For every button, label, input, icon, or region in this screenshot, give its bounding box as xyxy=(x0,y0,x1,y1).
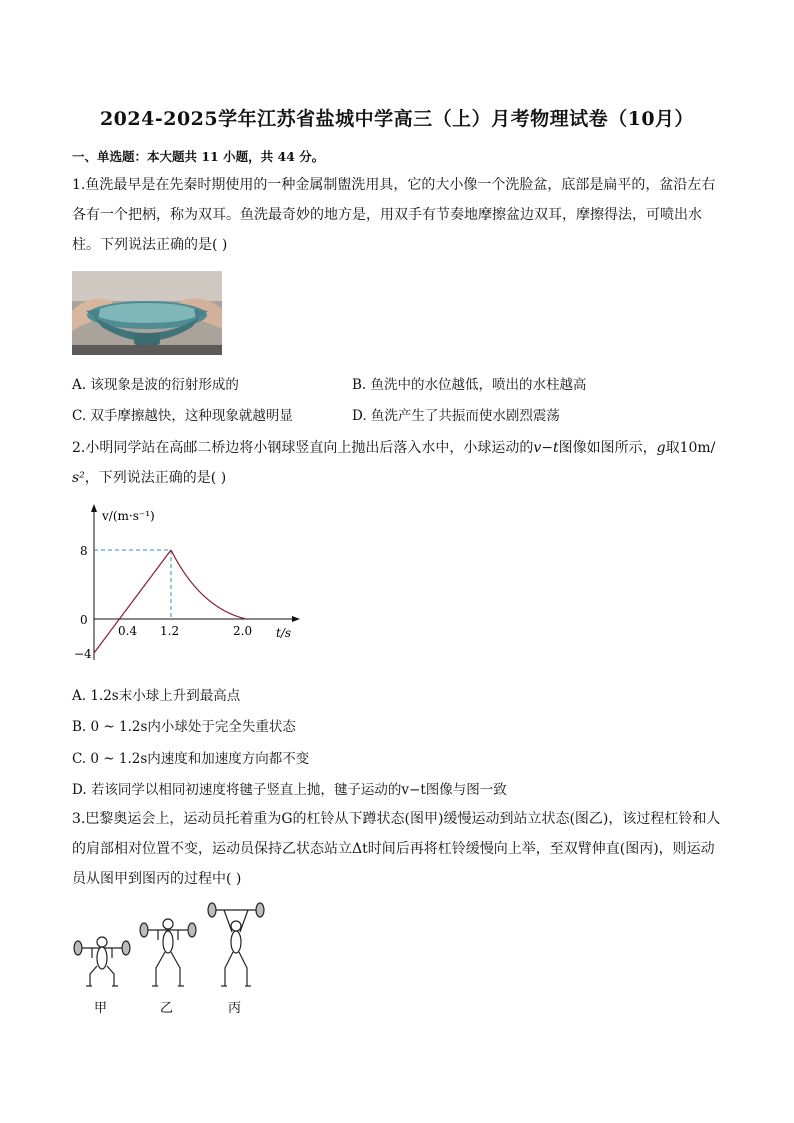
question-1-text xyxy=(72,170,722,260)
section-heading: 一、单选题：本大题共 11 小题，共 44 分。 xyxy=(72,149,325,164)
q1-option-a[interactable]: A. 该现象是波的衍射形成的 xyxy=(72,377,239,393)
question-1-line: 柱。下列说法正确的是( ) xyxy=(72,237,228,253)
figure-label: 甲 xyxy=(94,1001,108,1016)
vt-graph xyxy=(70,500,310,670)
figure-bing-overhead xyxy=(208,903,264,986)
question-3-line: 3.巴黎奥运会上，运动员托着重为G的杠铃从下蹲状态(图甲)缓慢运动到站立状态(图乙)，该过程杠铃和人 xyxy=(72,811,721,827)
q2-option-d[interactable]: D. 若该同学以相同初速度将毽子竖直上抛，毽子运动的v−t图像与图一致 xyxy=(72,782,507,798)
q2-text-part: 图像如图所示， xyxy=(558,440,657,456)
y-tick-label: −4 xyxy=(74,647,92,661)
q2-unit-symbol: s² xyxy=(72,470,85,486)
y-tick-label: 8 xyxy=(80,544,88,558)
x-axis-label: t/s xyxy=(276,626,292,640)
y-axis-label: v/(m·s⁻¹) xyxy=(102,509,155,523)
question-3-line: 的肩部相对位置不变，运动员保持乙状态站立Δt时间后再将杠铃缓慢向上举，至双臂伸直(图丙)，则运动 xyxy=(72,841,715,857)
question-3-line: 员从图甲到图丙的过程中( ) xyxy=(72,871,242,887)
question-1-line: 各有一个把柄，称为双耳。鱼洗最奇妙的地方是，用双手有节奏地摩擦盆边双耳，摩擦得法，可喷出水 xyxy=(72,207,702,223)
q2-option-a[interactable]: A. 1.2s末小球上升到最高点 xyxy=(72,688,241,704)
q2-option-c[interactable]: C. 0 ~ 1.2s内速度和加速度方向都不变 xyxy=(72,751,310,767)
q2-g-symbol: g xyxy=(656,440,666,456)
page-title: 2024-2025学年江苏省盐城中学高三（上）月考物理试卷（10月） xyxy=(99,108,695,130)
q2-text-part: 2.小明同学站在高邮二桥边将小钢球竖直向上抛出后落入水中，小球运动的 xyxy=(72,440,534,456)
decay-curve xyxy=(171,550,246,619)
figure-jia-squat xyxy=(74,937,130,986)
x-tick-label: 2.0 xyxy=(233,624,253,638)
q2-vt-symbol: v−t xyxy=(533,440,559,456)
figure-label: 丙 xyxy=(228,1001,242,1016)
question-1-line: 1.鱼洗最早是在先秦时期使用的一种金属制盥洗用具，它的大小像一个洗脸盆，底部是扁平的，盆沿左右 xyxy=(72,177,716,193)
question-2-text xyxy=(72,433,722,493)
figure-label: 乙 xyxy=(160,1001,174,1016)
question-3-text xyxy=(72,804,722,894)
q1-option-b[interactable]: B. 鱼洗中的水位越低，喷出的水柱越高 xyxy=(352,377,587,393)
y-axis-arrow xyxy=(91,504,97,512)
weightlifter-figures xyxy=(70,896,280,1022)
q1-option-c[interactable]: C. 双手摩擦越快，这种现象就越明显 xyxy=(72,408,293,424)
x-tick-label: 0.4 xyxy=(118,624,138,638)
q2-text-part: 取10m/ xyxy=(665,440,716,456)
x-axis-arrow xyxy=(292,616,300,622)
y-tick-label: 0 xyxy=(80,613,88,627)
q2-option-b[interactable]: B. 0 ~ 1.2s内小球处于完全失重状态 xyxy=(72,719,296,735)
question-2-line xyxy=(72,463,722,493)
q1-option-d[interactable]: D. 鱼洗产生了共振而使水剧烈震荡 xyxy=(352,408,560,424)
q2-text-part: ，下列说法正确的是( ) xyxy=(84,470,227,486)
x-tick-label: 1.2 xyxy=(160,624,180,638)
fish-basin-photo xyxy=(72,271,222,355)
question-2-line xyxy=(72,433,722,463)
figure-yi-standing xyxy=(140,919,196,986)
